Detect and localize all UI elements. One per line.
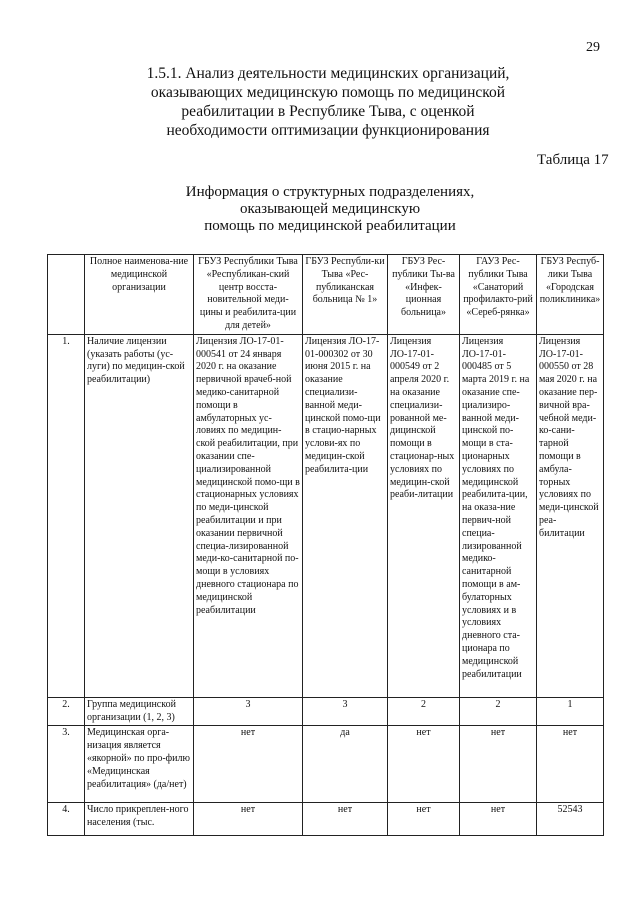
heading-line: реабилитации в Республике Тыва, с оценкой <box>181 103 475 120</box>
caption-line: оказывающей медицинскую <box>239 201 421 217</box>
table-cell: нет <box>388 726 460 803</box>
header-cell: ГБУЗ Респуб-лики Тыва «Городская поликлиника» <box>537 255 604 335</box>
header-cell: ГБУЗ Республики Тыва «Республикан-ский центр восста-новительной меди-цины и реабилита-ции для детей» <box>194 255 303 335</box>
table-cell: нет <box>303 803 388 836</box>
page-number: 29 <box>586 40 600 55</box>
caption-line: помощь по медицинской реабилитации <box>204 218 456 234</box>
table-cell: нет <box>460 803 537 836</box>
table-cell: Лицензия ЛО-17-01-000302 от 30 июня 2015 г. на оказание специализи-ванной меди-цинской помо-щи в стацио-нарных услови-ях по медицин-ской реабилита-ции <box>303 334 388 697</box>
caption-line: Информация о структурных подразделениях, <box>185 184 475 200</box>
header-cell: Полное наименова-ние медицинской организации <box>85 255 194 335</box>
header-cell <box>48 255 85 335</box>
table-row <box>48 334 604 697</box>
row-number: 2. <box>48 697 85 726</box>
row-label: Наличие лицензии (указать работы (ус-луги) по медицин-ской реабилитации) <box>85 334 194 697</box>
table-cell: 1 <box>537 697 604 726</box>
table-cell: нет <box>388 803 460 836</box>
table-header-row <box>48 255 604 335</box>
table-caption <box>130 184 530 235</box>
row-label: Группа медицинской организации (1, 2, 3) <box>85 697 194 726</box>
row-label: Медицинская орга-низация является «якорной» по про-филю «Медицинская реабилитация» (да/нет) <box>85 726 194 803</box>
table-cell: Лицензия ЛО-17-01-000550 от 28 мая 2020 г. на оказание пер-вичной вра-чебной меди-ко-сани-тарной помощи в амбула-торных условиях по меди-цинской реа-билитации <box>537 334 604 697</box>
heading-line: необходимости оптимизации функционирования <box>166 122 490 139</box>
row-label: Число прикреплен-ного населения (тыс. <box>85 803 194 836</box>
header-cell: ГБУЗ Рес-публики Ты-ва «Инфек-ционная больница» <box>388 255 460 335</box>
section-heading <box>118 64 538 140</box>
header-cell: ГБУЗ Республи-ки Тыва «Рес-публиканская больница № 1» <box>303 255 388 335</box>
table-cell: Лицензия ЛО-17-01-000549 от 2 апреля 2020 г. на оказание специализи-рованной ме-дицинской помощи в стационар-ных условиях по медицин-ской реаби-литации <box>388 334 460 697</box>
row-number: 1. <box>48 334 85 697</box>
table-cell: нет <box>537 726 604 803</box>
row-number: 4. <box>48 803 85 836</box>
table-cell: да <box>303 726 388 803</box>
heading-line: оказывающих медицинскую помощь по медицинской <box>150 84 506 101</box>
table-cell: Лицензия ЛО-17-01-000541 от 24 января 2020 г. на оказание первичной врачеб-ной медико-санитарной помощи в амбулаторных ус-ловиях по медицин-ской реабилитации, при оказании спе-циализированной медицинской помо-щи в стационарных условиях по меди-цинской реабилитации и при оказании первичной специа-лизированной меди-ко-санитарной по-мощи в условиях дневного стационара по медицинской реабилитации <box>194 334 303 697</box>
table-cell: 3 <box>303 697 388 726</box>
structural-units-table <box>47 254 604 836</box>
table-label: Таблица 17 <box>537 152 609 168</box>
row-number: 3. <box>48 726 85 803</box>
table-cell: 3 <box>194 697 303 726</box>
table-cell: 52543 <box>537 803 604 836</box>
header-cell: ГАУЗ Рес-публики Тыва «Санаторий профилакто-рий «Сереб-рянка» <box>460 255 537 335</box>
table-cell: нет <box>460 726 537 803</box>
table-cell: 2 <box>460 697 537 726</box>
table-row <box>48 803 604 836</box>
table-row <box>48 697 604 726</box>
table-cell: нет <box>194 726 303 803</box>
table-cell: нет <box>194 803 303 836</box>
table-cell: 2 <box>388 697 460 726</box>
heading-line: 1.5.1. Анализ деятельности медицинских организаций, <box>146 65 510 82</box>
table-cell: Лицензия ЛО-17-01-000485 от 5 марта 2019 г. на оказание спе-циализиро-ванной меди-цинской по-мощи в ста-ционарных условиях по медицинской реабилита-ции, на оказа-ние первич-ной специа-лизированной медико-санитарной помощи в ам-булаторных условиях и в условиях дневного ста-ционара по медицинской реабилитации <box>460 334 537 697</box>
table-row <box>48 726 604 803</box>
